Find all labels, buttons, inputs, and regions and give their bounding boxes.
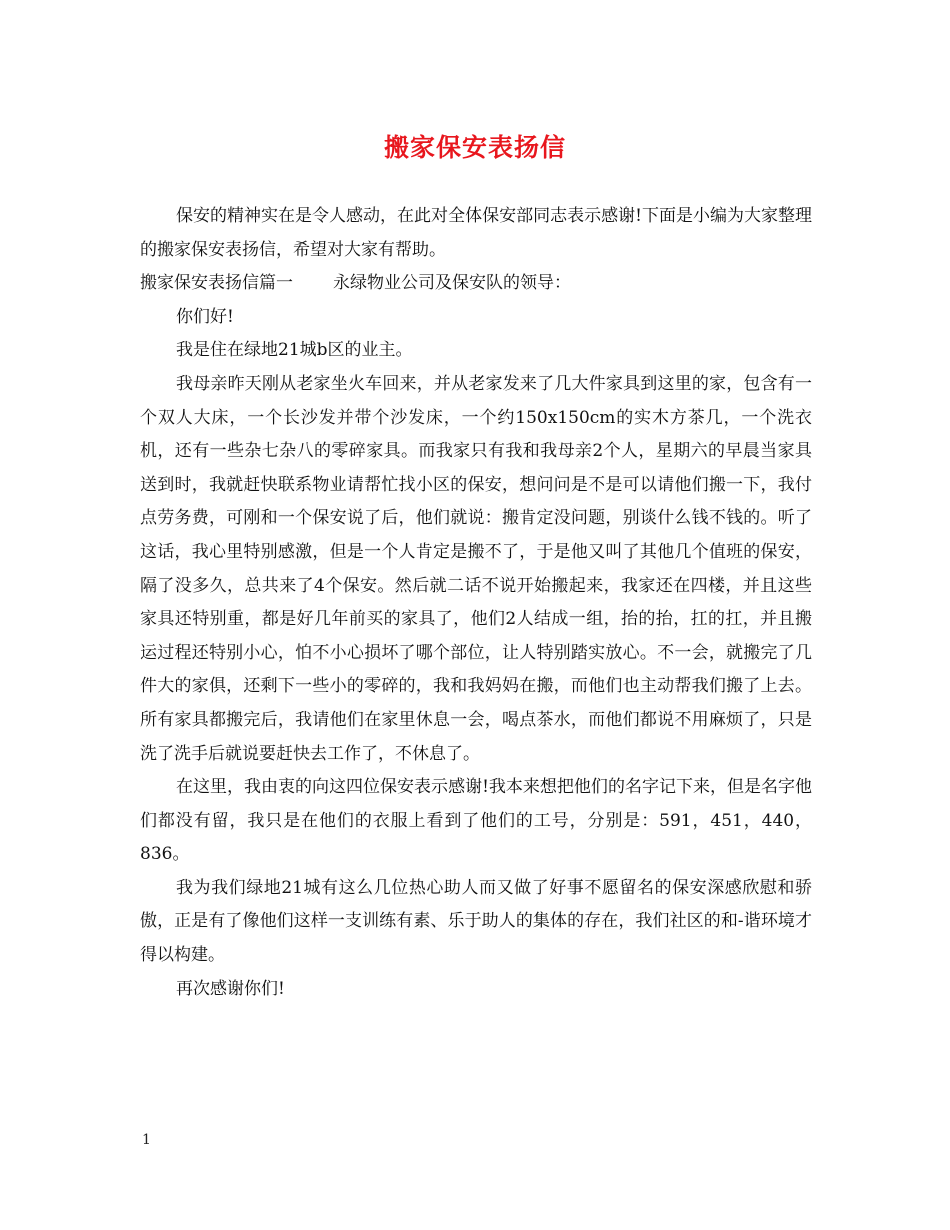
document-title: 搬家保安表扬信 xyxy=(383,133,566,162)
body-paragraph: 在这里，我由衷的向这四位保安表示感谢!我本来想把他们的名字记下来，但是名字他们都没有留，我只是在他们的衣服上看到了他们的工号，分别是：591，451，440，836。 xyxy=(140,777,812,865)
document-body xyxy=(140,200,812,1006)
section-heading-line xyxy=(140,267,812,301)
body-paragraph: 我是住在绿地21城b区的业主。 xyxy=(176,340,413,361)
section-label: 搬家保安表扬信篇一 xyxy=(140,273,293,294)
body-paragraph: 我为我们绿地21城有这么几位热心助人而又做了好事不愿留名的保安深感欣慰和骄傲，正是有了像他们这样一支训练有素、乐于助人的集体的存在，我们社区的和-谐环境才得以构建。 xyxy=(140,877,812,966)
body-paragraph: 我母亲昨天刚从老家坐火车回来，并从老家发来了几大件家具到这里的家，包含有一个双人大床，一个长沙发并带个沙发床，一个约150x150cm的实木方茶几，一个洗衣机，还有一些杂七杂八的零碎家具。而我家只有我和我母亲2个人，星期六的早晨当家具送到时，我就赶快联系物业请帮忙找小区的保安，想问问是不是可以请他们搬一下，我付点劳务费，可刚和一个保安说了后，他们就说：搬肯定没问题，别谈什么钱不钱的。听了这话，我心里特别感激，但是一个人肯定是搬不了，于是他又叫了其他几个值班的保安，隔了没多久，总共来了4个保安。然后就二话不说开始搬起来，我家还在四楼，并且这些家具还特别重，都是好几年前买的家具了，他们2人结成一组，抬的抬，扛的扛，并且搬运过程还特别小心，怕不小心损坏了哪个部位，让人特别踏实放心。不一会，就搬完了几件大的家俱，还剩下一些小的零碎的，我和我妈妈在搬，而他们也主动帮我们搬了上去。所有家具都搬完后，我请他们在家里休息一会，喝点茶水，而他们都说不用麻烦了，只是洗了洗手后就说要赶快去工作了，不休息了。 xyxy=(140,373,812,764)
greeting: 你们好! xyxy=(176,306,234,327)
salutation: 永绿物业公司及保安队的领导： xyxy=(333,273,571,294)
closing-thanks: 再次感谢你们! xyxy=(176,978,285,999)
page-number: 1 xyxy=(142,1132,151,1148)
intro-paragraph: 保安的精神实在是令人感动，在此对全体保安部同志表示感谢!下面是小编为大家整理的搬家保安表扬信，希望对大家有帮助。 xyxy=(140,206,812,260)
